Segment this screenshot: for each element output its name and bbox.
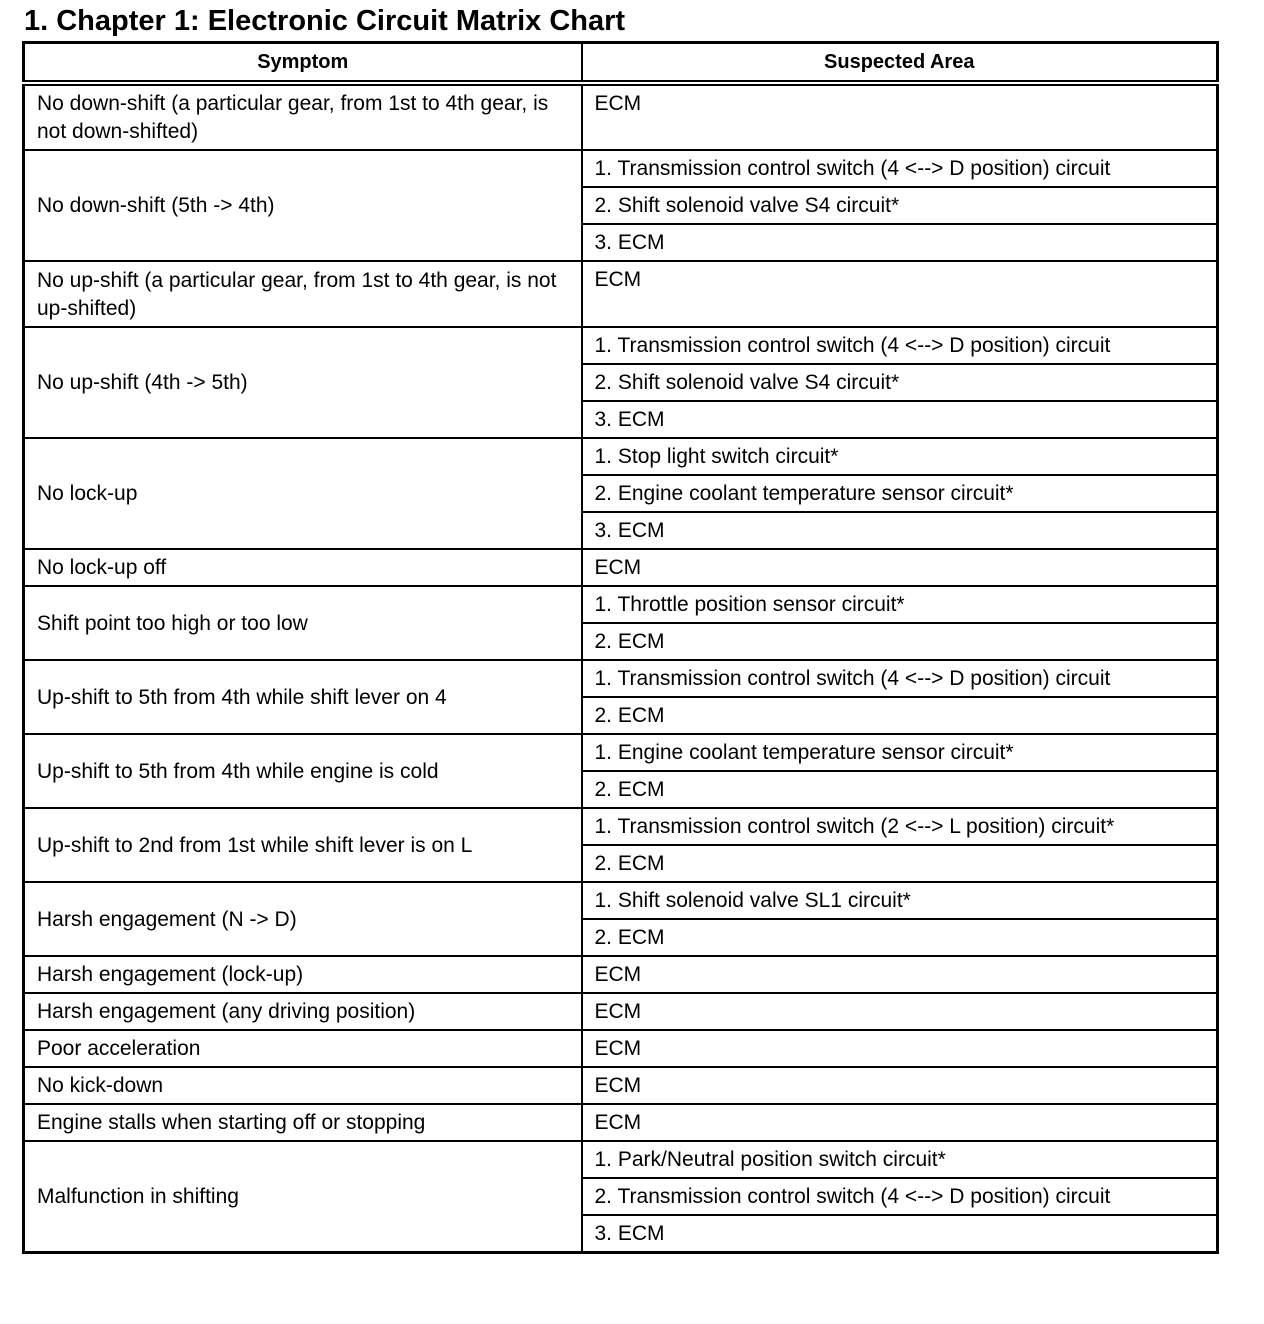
symptom-cell: No down-shift (a particular gear, from 1st to 4th gear, is not down-shifted) (24, 83, 582, 150)
table-row (24, 882, 1218, 919)
suspected-area-cell: 2. ECM (582, 771, 1218, 808)
symptom-cell: Malfunction in shifting (24, 1141, 582, 1253)
suspected-area-cell: ECM (582, 1104, 1218, 1141)
symptom-cell: Up-shift to 5th from 4th while shift lever on 4 (24, 660, 582, 734)
suspected-area-cell: 1. Shift solenoid valve SL1 circuit* (582, 882, 1218, 919)
suspected-area-cell: 2. Shift solenoid valve S4 circuit* (582, 187, 1218, 224)
suspected-area-cell: 2. Engine coolant temperature sensor circuit* (582, 475, 1218, 512)
table-row (24, 993, 1218, 1030)
suspected-area-cell: ECM (582, 1067, 1218, 1104)
symptom-cell: No lock-up off (24, 549, 582, 586)
suspected-area-cell: ECM (582, 261, 1218, 327)
suspected-area-cell: 2. ECM (582, 919, 1218, 956)
suspected-area-cell: 3. ECM (582, 401, 1218, 438)
suspected-area-cell: ECM (582, 993, 1218, 1030)
symptom-cell: No down-shift (5th -> 4th) (24, 150, 582, 261)
suspected-area-cell: 3. ECM (582, 512, 1218, 549)
table-row (24, 261, 1218, 327)
table-row (24, 83, 1218, 150)
table-row (24, 808, 1218, 845)
suspected-area-cell: 3. ECM (582, 224, 1218, 261)
suspected-area-cell: ECM (582, 83, 1218, 150)
symptom-cell: Harsh engagement (N -> D) (24, 882, 582, 956)
suspected-area-cell: 1. Transmission control switch (4 <--> D position) circuit (582, 150, 1218, 187)
table-row (24, 327, 1218, 364)
table-row (24, 1104, 1218, 1141)
suspected-area-cell: 1. Throttle position sensor circuit* (582, 586, 1218, 623)
suspected-area-cell: 2. Transmission control switch (4 <--> D position) circuit (582, 1178, 1218, 1215)
suspected-area-cell: 2. ECM (582, 697, 1218, 734)
suspected-area-cell: 1. Park/Neutral position switch circuit* (582, 1141, 1218, 1178)
table-body (24, 83, 1218, 1253)
suspected-area-cell: 1. Stop light switch circuit* (582, 438, 1218, 475)
symptom-cell: Poor acceleration (24, 1030, 582, 1067)
suspected-area-column-header: Suspected Area (582, 43, 1218, 84)
suspected-area-cell: ECM (582, 1030, 1218, 1067)
suspected-area-cell: ECM (582, 549, 1218, 586)
symptom-cell: Harsh engagement (any driving position) (24, 993, 582, 1030)
suspected-area-cell: 2. ECM (582, 845, 1218, 882)
table-row (24, 956, 1218, 993)
symptom-cell: Up-shift to 2nd from 1st while shift lever is on L (24, 808, 582, 882)
suspected-area-cell: 2. ECM (582, 623, 1218, 660)
table-row (24, 1141, 1218, 1178)
symptom-cell: Shift point too high or too low (24, 586, 582, 660)
symptom-column-header: Symptom (24, 43, 582, 84)
table-row (24, 1030, 1218, 1067)
table-row (24, 1067, 1218, 1104)
table-row (24, 660, 1218, 697)
symptom-cell: Up-shift to 5th from 4th while engine is cold (24, 734, 582, 808)
symptom-cell: No up-shift (a particular gear, from 1st to 4th gear, is not up-shifted) (24, 261, 582, 327)
page-title: 1. Chapter 1: Electronic Circuit Matrix Chart (24, 5, 626, 37)
symptom-cell: Engine stalls when starting off or stopping (24, 1104, 582, 1141)
suspected-area-cell: 1. Transmission control switch (4 <--> D position) circuit (582, 327, 1218, 364)
electronic-circuit-matrix-table (22, 41, 1219, 1254)
table-header-row (24, 43, 1218, 84)
table-row (24, 734, 1218, 771)
symptom-cell: No kick-down (24, 1067, 582, 1104)
suspected-area-cell: 3. ECM (582, 1215, 1218, 1253)
suspected-area-cell: 1. Engine coolant temperature sensor circuit* (582, 734, 1218, 771)
suspected-area-cell: 2. Shift solenoid valve S4 circuit* (582, 364, 1218, 401)
symptom-cell: No up-shift (4th -> 5th) (24, 327, 582, 438)
table-row (24, 549, 1218, 586)
symptom-cell: Harsh engagement (lock-up) (24, 956, 582, 993)
suspected-area-cell: ECM (582, 956, 1218, 993)
table-row (24, 586, 1218, 623)
table-row (24, 438, 1218, 475)
suspected-area-cell: 1. Transmission control switch (2 <--> L position) circuit* (582, 808, 1218, 845)
suspected-area-cell: 1. Transmission control switch (4 <--> D position) circuit (582, 660, 1218, 697)
table-row (24, 150, 1218, 187)
symptom-cell: No lock-up (24, 438, 582, 549)
